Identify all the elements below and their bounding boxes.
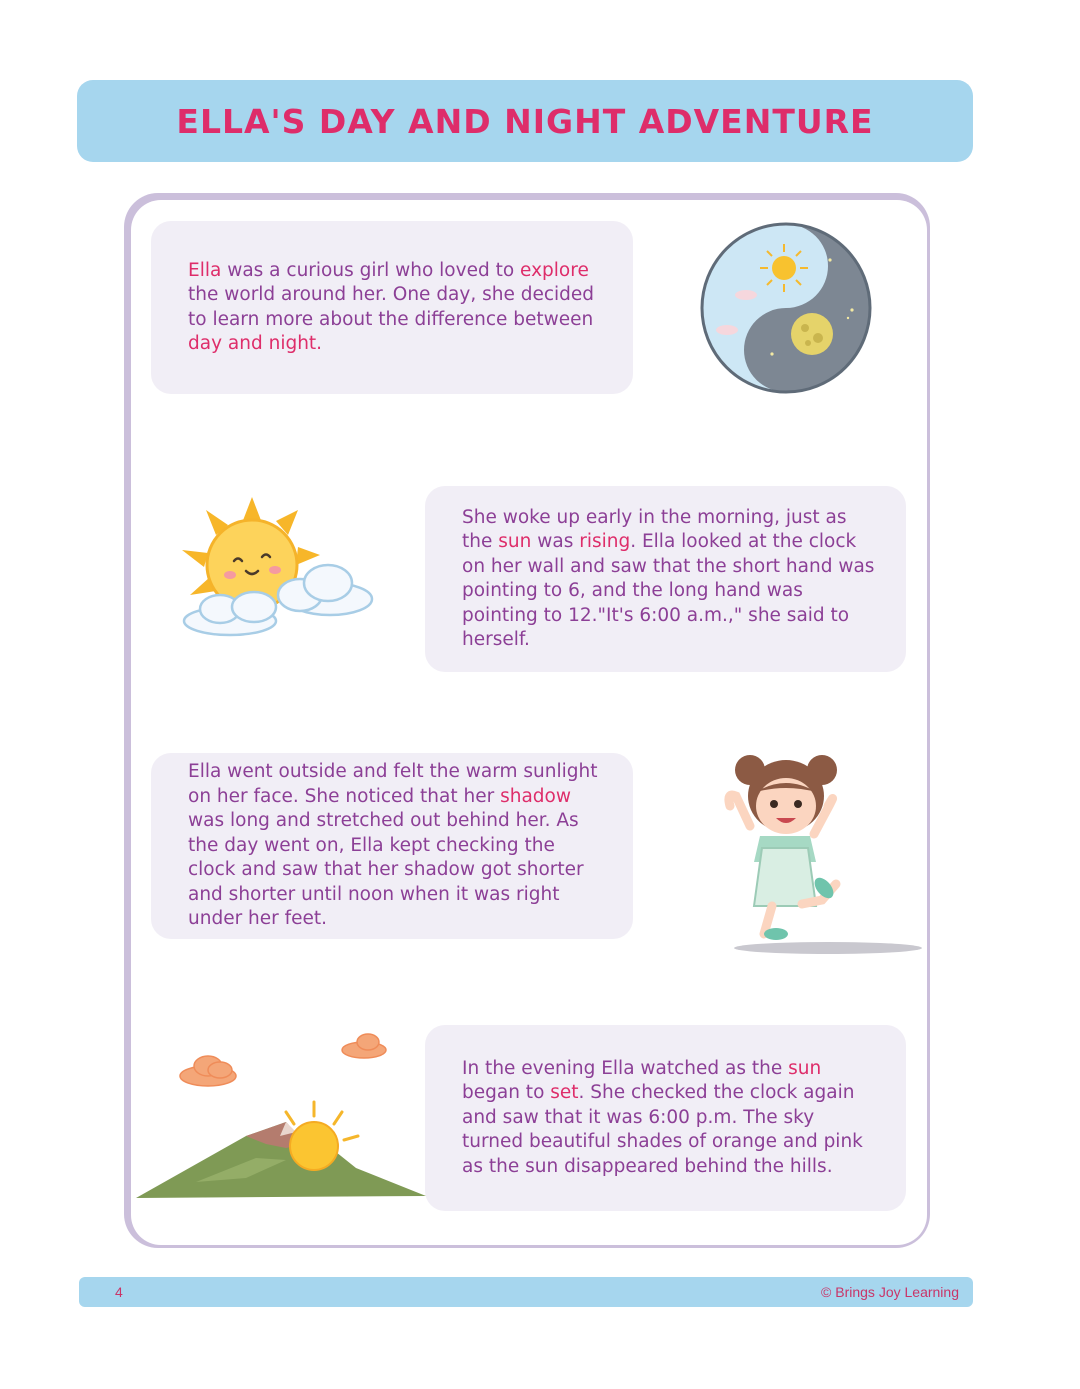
- page-number: 4: [115, 1284, 123, 1300]
- story-text-segment: She woke up early in the morning, just as the: [462, 506, 847, 552]
- story-paragraph-3: [188, 760, 603, 932]
- page-footer: [79, 1277, 973, 1307]
- story-paragraph-1: [188, 259, 603, 357]
- highlighted-word: rising: [579, 531, 631, 552]
- highlighted-word: sun: [788, 1057, 822, 1079]
- story-text-segment: In the evening Ella watched as the: [462, 1057, 789, 1079]
- story-paragraph-4: [462, 1057, 876, 1180]
- story-card-2: [425, 486, 906, 672]
- girl-jumping-illustration: [724, 748, 924, 958]
- story-paragraph-2: [462, 506, 876, 653]
- story-card-3: [151, 753, 633, 939]
- day-night-yin-yang-icon: [700, 222, 872, 394]
- highlighted-word: shadow: [500, 785, 571, 807]
- highlighted-word: Ella: [188, 259, 222, 281]
- story-text-segment: . Ella looked at the clock on her wall and saw that the short hand was pointing to 6, and the long hand was pointing to 12."It's 6:00 a.m.," she said to herself.: [462, 531, 875, 650]
- highlighted-word: day and night.: [188, 333, 323, 354]
- story-card-4: [425, 1025, 906, 1211]
- highlighted-word: sun: [498, 531, 532, 552]
- story-card-1: [151, 221, 633, 394]
- smiling-sun-cloud-icon: [180, 495, 380, 640]
- story-text-segment: began to: [462, 1082, 551, 1104]
- story-text-segment: was: [531, 531, 580, 552]
- page-title: ELLA'S DAY AND NIGHT ADVENTURE: [176, 101, 874, 141]
- story-text-segment: was long and stretched out behind her. As the day went on, Ella kept checking the clock and saw that her shadow got shorter and shorter until noon when it was right under her feet.: [188, 810, 584, 930]
- highlighted-word: explore: [520, 259, 589, 281]
- story-text-segment: the world around her. One day, she decided to learn more about the difference between: [188, 284, 595, 330]
- story-text-segment: . She checked the clock again and saw that it was 6:00 p.m. The sky turned beautiful shades of orange and pink as the sun disappeared behind the hills.: [462, 1082, 863, 1177]
- sunset-mountain-illustration: [136, 1032, 428, 1202]
- copyright-notice: © Brings Joy Learning: [821, 1284, 959, 1300]
- title-banner: [77, 80, 973, 162]
- story-text-segment: Ella went outside and felt the warm sunlight on her face. She noticed that her: [188, 761, 598, 807]
- highlighted-word: set: [550, 1082, 579, 1104]
- story-text-segment: was a curious girl who loved to: [221, 259, 521, 281]
